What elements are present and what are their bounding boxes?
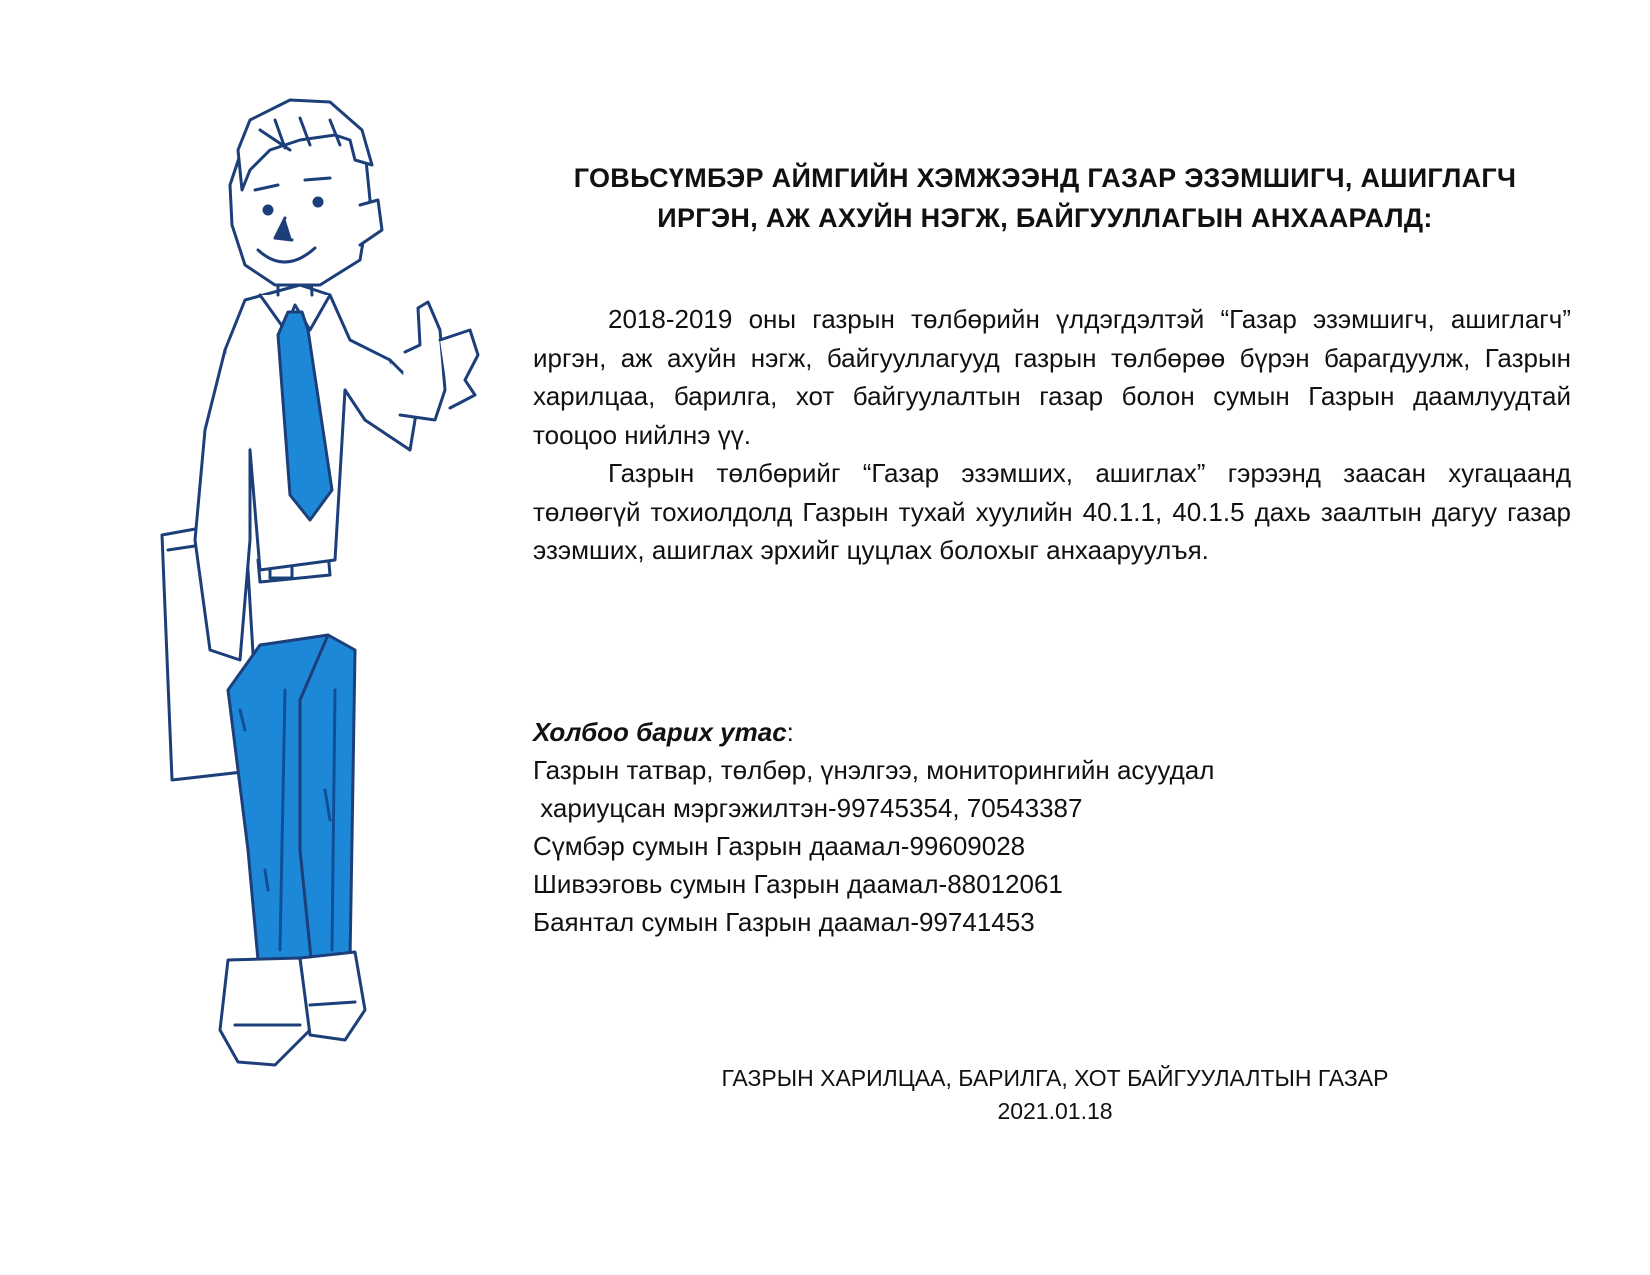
signature-block: [640, 1062, 1470, 1128]
notice-body: [533, 300, 1571, 570]
notice-title-line-2: ИРГЭН, АЖ АХУЙН НЭГЖ, БАЙГУУЛЛАГЫН АНХААРАЛД:: [657, 203, 1433, 233]
contact-line-1: Газрын татвар, төлбөр, үнэлгээ, мониторингийн асуудал: [533, 755, 1215, 785]
notice-paragraph-1: 2018-2019 оны газрын төлбөрийн үлдэгдэлтэй “Газар эзэмшигч, ашиглагч” иргэн, аж ахуйн нэгж, байгууллагууд газрын төлбөрөө бүрэн барагдуулж, Газрын харилцаа, барилга, хот байгуулалтын газар болон сумын Газрын даамлуудтай тооцоо нийлнэ үү.: [533, 304, 1571, 450]
organization-name: ГАЗРЫН ХАРИЛЦАА, БАРИЛГА, ХОТ БАЙГУУЛАЛТЫН ГАЗАР: [721, 1065, 1389, 1091]
contact-heading-row: [533, 713, 1533, 751]
notice-title-line-1: ГОВЬСҮМБЭР АЙМГИЙН ХЭМЖЭЭНД ГАЗАР ЭЗЭМШИГЧ, АШИГЛАГЧ: [573, 163, 1517, 193]
contact-heading: Холбоо барих утас: [533, 717, 787, 747]
contact-heading-colon: :: [786, 717, 794, 747]
contact-line-3: Сүмбэр сумын Газрын даамал-99609028: [533, 831, 1026, 861]
contact-line-5: Баянтал сумын Газрын даамал-99741453: [533, 907, 1035, 937]
cartoon-man-thumbs-up-icon: [150, 90, 530, 1150]
contact-section: [533, 713, 1533, 941]
contact-line-2: хариуцсан мэргэжилтэн-99745354, 70543387: [533, 793, 1083, 823]
contact-line-4: Шивээговь сумын Газрын даамал-88012061: [533, 869, 1063, 899]
notice-title: [520, 158, 1570, 238]
issue-date: 2021.01.18: [997, 1098, 1113, 1124]
notice-paragraph-2: Газрын төлбөрийг “Газар эзэмших, ашиглах” гэрээнд заасан хугацаанд төлөөгүй тохиолдолд Газрын тухай хуулийн 40.1.1, 40.1.5 дахь заалтын дагуу газар эзэмших, ашиглах эрхийг цуцлах болохыг анхааруулъя.: [533, 458, 1571, 565]
